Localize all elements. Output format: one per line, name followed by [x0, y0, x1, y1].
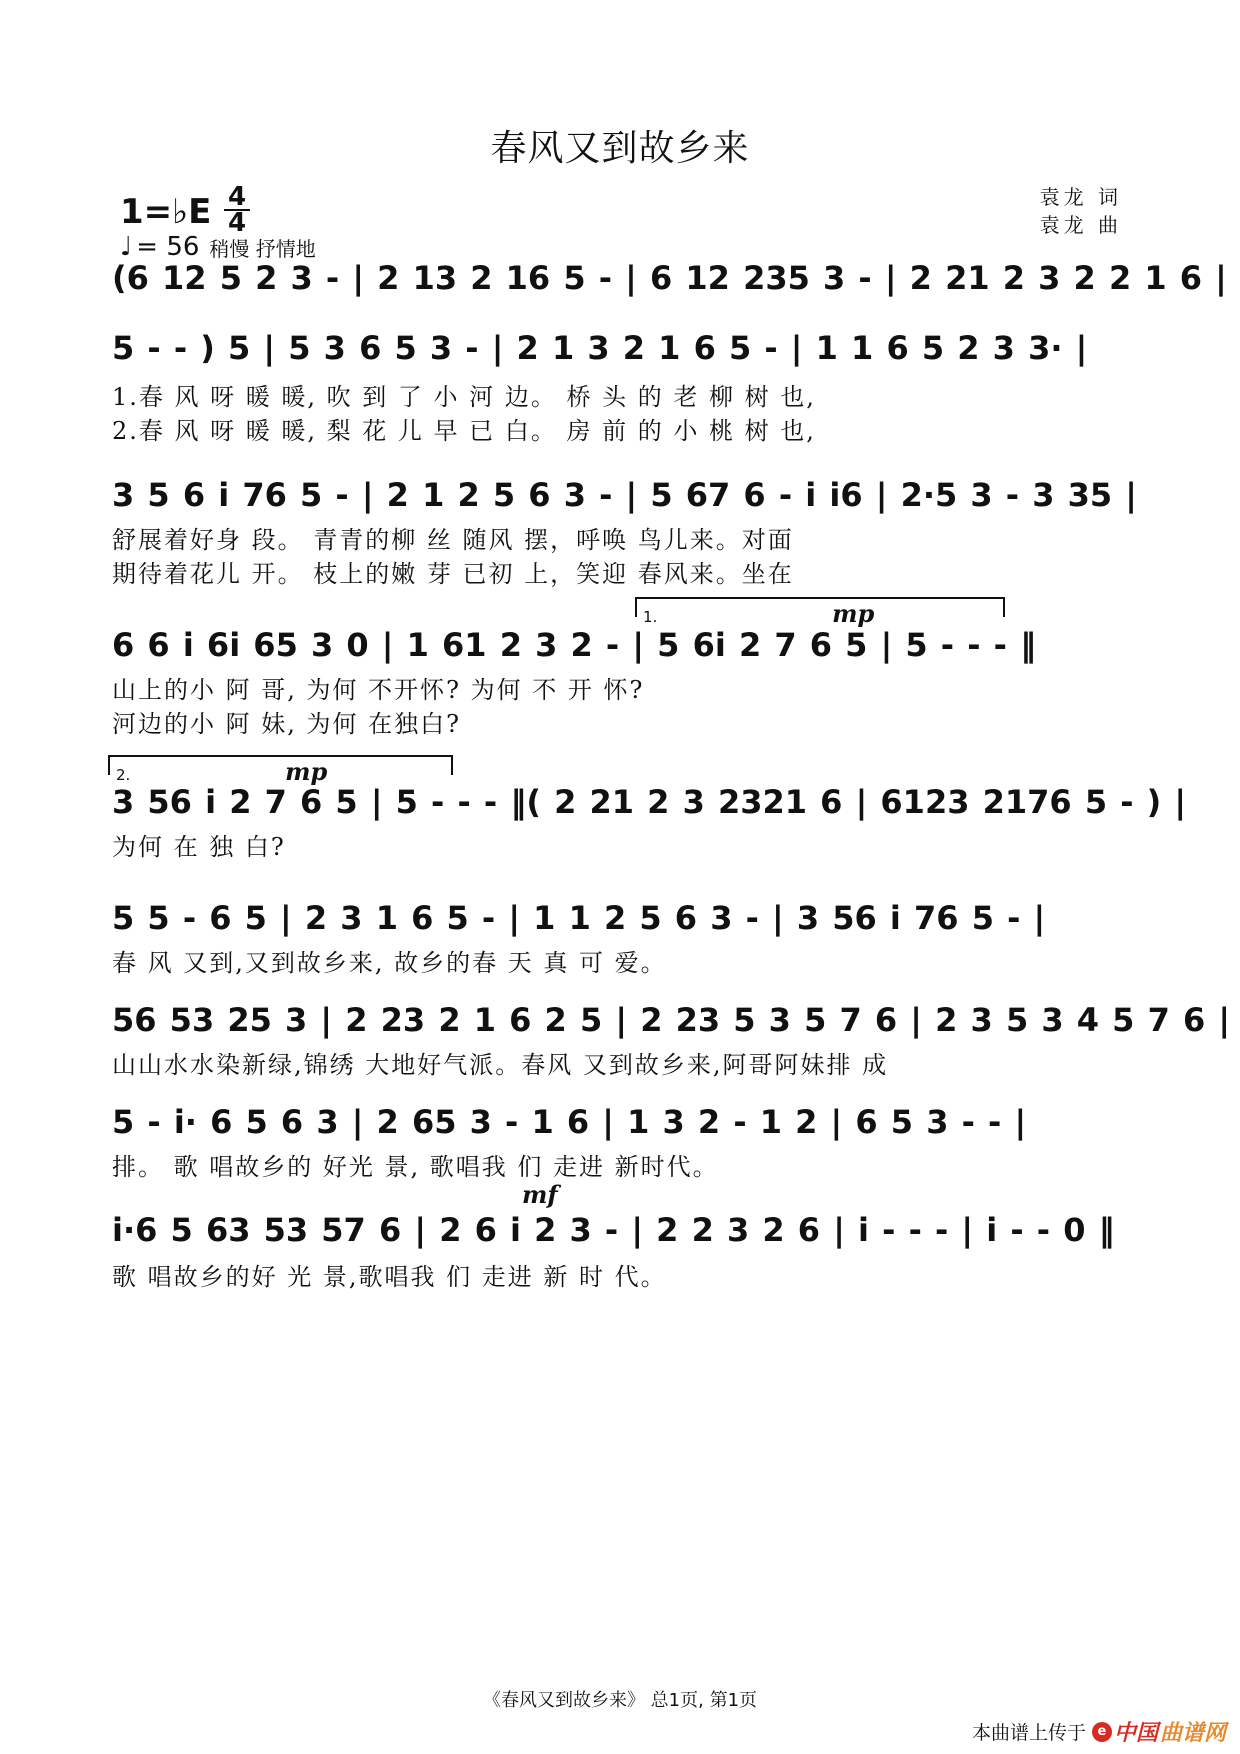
- score-system-7: [112, 1000, 1231, 1082]
- time-signature-top: 4: [227, 182, 247, 212]
- volta-number: 2.: [116, 766, 131, 784]
- notes-line: 56 53 25 3 | 2 23 2 1 6 2 5 | 2 23 5 3 5 7 6 | 2 3 5 3 4 5 7 6 |: [112, 1001, 1231, 1039]
- notes-line: 6 6 i 6i 65 3 0 | 1 61 2 3 2 - | 5 6i 2 7 6 5 | 5 - - - ‖: [112, 626, 1037, 664]
- page-title: 春风又到故乡来: [490, 128, 750, 169]
- dynamic-marking: mp: [832, 599, 875, 628]
- composer: 袁龙 曲: [1039, 213, 1122, 237]
- site-logo-icon: e: [1092, 1722, 1112, 1742]
- score-system-1: [112, 258, 1227, 298]
- time-signature-bottom: 4: [227, 208, 247, 238]
- lyrics-verse-1: 为何 在 独 白?: [112, 833, 286, 861]
- dynamic-marking: mf: [522, 1180, 558, 1209]
- dynamic-marking: mp: [285, 757, 328, 786]
- credits: [1040, 183, 1122, 239]
- lyrics-verse-1: 歌 唱故乡的好 光 景,歌唱我 们 走进 新 时 代。: [112, 1263, 667, 1291]
- upload-credit: [972, 1716, 1226, 1747]
- notes-line: 5 5 - 6 5 | 2 3 1 6 5 - | 1 1 2 5 6 3 - | 3 56 i 76 5 - |: [112, 899, 1046, 937]
- score-system-9: [112, 1210, 1127, 1294]
- lyrics-verse-1: 舒展着好身 段。 青青的柳 丝 随风 摆，呼唤 鸟儿来。对面: [112, 526, 794, 554]
- notes-line: 5 - - ) 5 | 5 3 6 5 3 - | 2 1 3 2 1 6 5 - | 1 1 6 5 2 3 3· |: [112, 329, 1088, 367]
- score-system-6: [112, 898, 1127, 980]
- lyrics-verse-1: 春 风 又到,又到故乡来, 故乡的春 天 真 可 爱。: [112, 949, 667, 977]
- score-system-3: [112, 475, 1137, 591]
- volta-number: 1.: [643, 608, 658, 626]
- notes-line: (6 12 5 2 3 - | 2 13 2 16 5 - | 6 12 235 3 - | 2 21 2 3 2 2 1 6 |: [112, 259, 1227, 297]
- notes-line: 3 5 6 i 76 5 - | 2 1 2 5 6 3 - | 5 67 6 - i i6 | 2·5 3 - 3 35 |: [112, 476, 1137, 514]
- score-system-8: [112, 1102, 1127, 1184]
- site-logo: [1092, 1716, 1226, 1747]
- page-footer: 《春风又到故乡来》 总1页, 第1页: [482, 1690, 758, 1711]
- volta-bracket-1: [635, 597, 1005, 628]
- lyrics-verse-2: 河边的小 阿 妹, 为何 在独白?: [112, 710, 462, 738]
- score-system-2: [112, 328, 1127, 448]
- notes-line: 3 56 i 2 7 6 5 | 5 - - - ‖( 2 21 2 3 2321 6 | 6123 2176 5 - ) |: [112, 783, 1187, 821]
- site-logo-part1: 中国: [1113, 1721, 1158, 1746]
- lyrics-verse-1: 排。 歌 唱故乡的 好光 景, 歌唱我 们 走进 新时代。: [112, 1153, 719, 1181]
- volta-bracket-2: [108, 755, 453, 786]
- notes-line: 5 - i· 6 5 6 3 | 2 65 3 - 1 6 | 1 3 2 - 1 2 | 6 5 3 - - |: [112, 1103, 1027, 1141]
- site-logo-part2: 曲谱网: [1159, 1721, 1226, 1746]
- key-signature: 1=♭E: [120, 192, 212, 232]
- notes-line: i·6 5 63 53 57 6 | 2 6 i 2 3 - | 2 2 3 2 6 | i - - - | i - - 0 ‖: [112, 1211, 1115, 1249]
- lyrics-verse-1: 山山水水染新绿,锦绣 大地好气派。春风 又到故乡来,阿哥阿妹排 成: [112, 1051, 889, 1079]
- expression-marking: 稍慢 抒情地: [209, 236, 316, 261]
- quarter-note-icon: ♩: [120, 232, 133, 262]
- lyrics-verse-2: 期待着花儿 开。 枝上的嫩 芽 已初 上，笑迎 春风来。坐在: [112, 560, 794, 588]
- lyricist: 袁龙 词: [1039, 185, 1122, 209]
- time-signature: [224, 182, 250, 238]
- lyrics-verse-1: 山上的小 阿 哥, 为何 不开怀? 为何 不 开 怀?: [112, 676, 645, 704]
- lyrics-verse-2: 2.春 风 呀 暖 暖, 梨 花 儿 早 已 白。 房 前 的 小 桃 树 也,: [112, 417, 816, 445]
- lyrics-verse-1: 1.春 风 呀 暖 暖, 吹 到 了 小 河 边。 桥 头 的 老 柳 树 也,: [112, 383, 816, 411]
- tempo-value: = 56: [136, 232, 200, 262]
- upload-credit-text: 本曲谱上传于: [971, 1722, 1086, 1744]
- score-system-4: [112, 625, 1127, 741]
- score-system-5: [112, 782, 1187, 864]
